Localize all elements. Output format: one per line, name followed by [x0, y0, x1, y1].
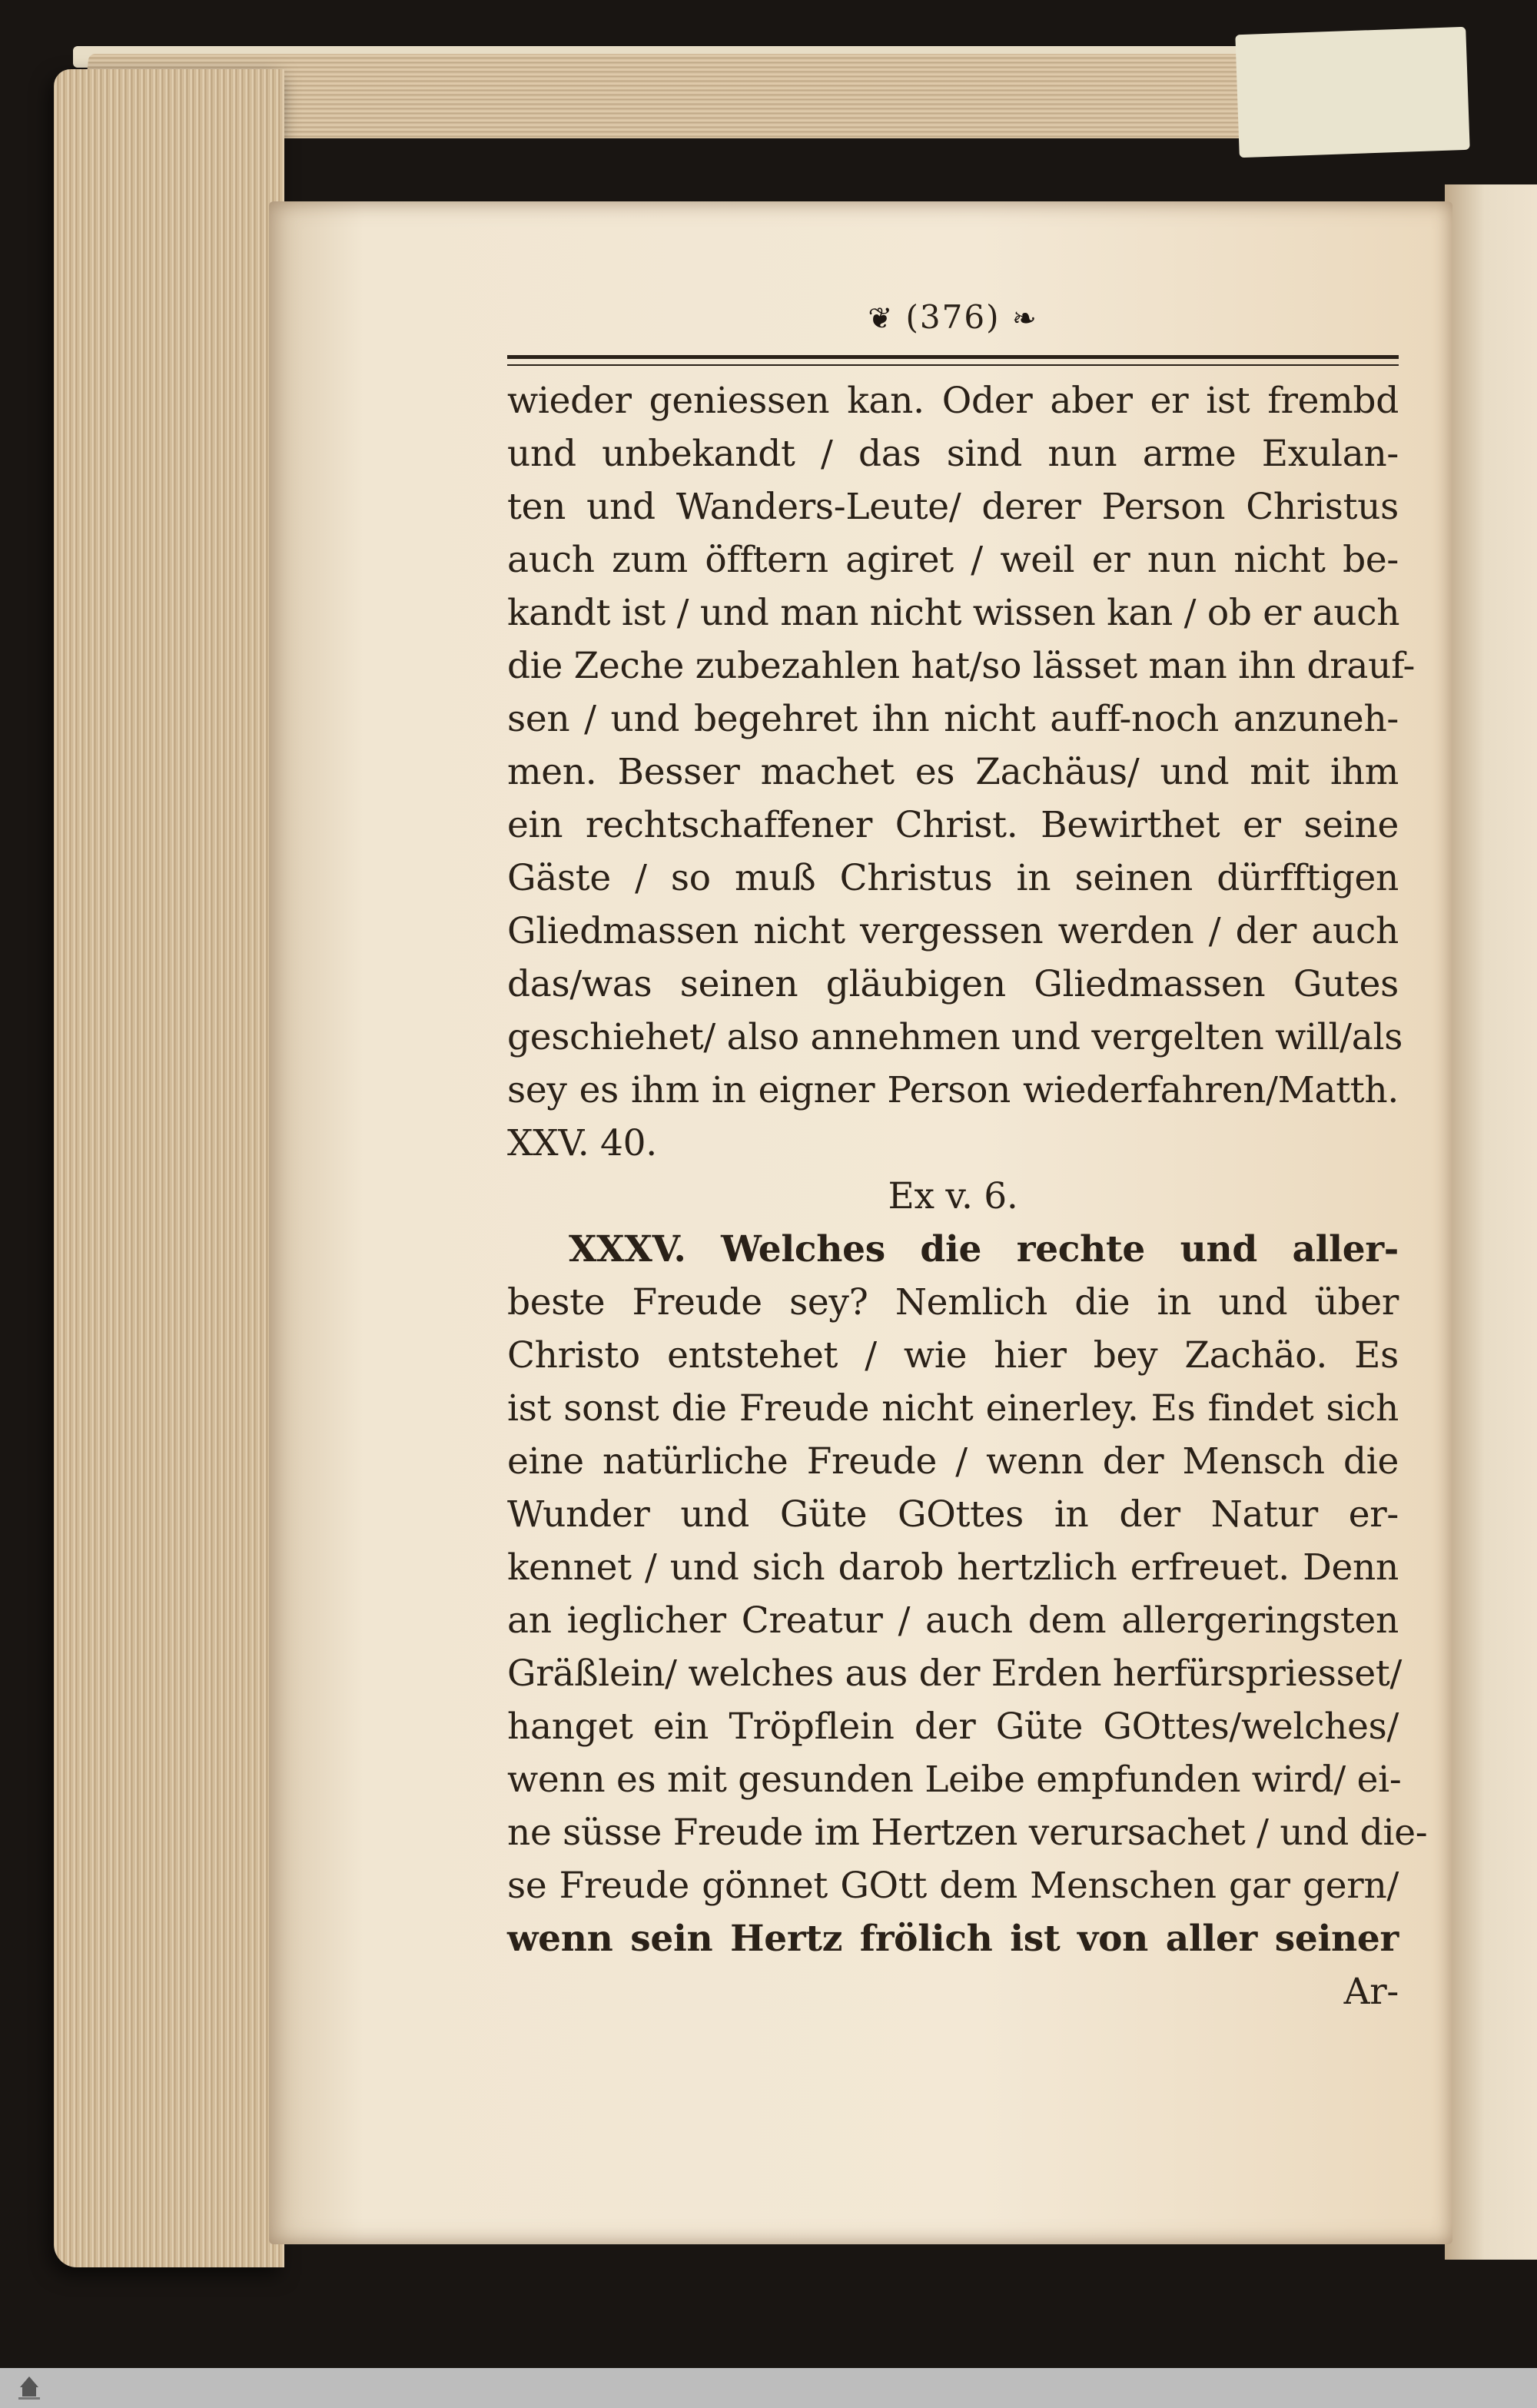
- ornament-left-icon: ❦: [868, 301, 895, 335]
- text-line: se Freude gönnet GOtt dem Menschen gar gern/: [507, 1865, 1399, 1907]
- text-line: wieder geniessen kan. Oder aber er ist frembd: [507, 380, 1399, 422]
- section-reference: Ex v. 6.: [888, 1175, 1018, 1217]
- text-line: beste Freude sey? Nemlich die in und über: [507, 1281, 1399, 1324]
- text-line: Christo entstehet / wie hier bey Zachäo. Es: [507, 1334, 1399, 1377]
- text-line: Wunder und Güte GOttes in der Natur er-: [507, 1493, 1399, 1536]
- page-number: (376): [905, 298, 1001, 336]
- text-line: das/was seinen gläubigen Gliedmassen Gutes: [507, 963, 1399, 1005]
- text-line: ist sonst die Freude nicht einerley. Es findet sich: [507, 1387, 1399, 1430]
- text-line: sen / und begehret ihn nicht auff-noch anzuneh-: [507, 698, 1399, 740]
- text-line: ein rechtschaffener Christ. Bewirthet er seine: [507, 804, 1399, 846]
- facing-page-edge: [1445, 184, 1537, 2260]
- text-line: die Zeche zubezahlen hat/so lässet man ihn drauf-: [507, 645, 1416, 687]
- text-line: und unbekandt / das sind nun arme Exulan-: [507, 433, 1399, 475]
- running-header: [507, 284, 1399, 357]
- header-rule-thin: [507, 364, 1399, 366]
- text-line: wenn es mit gesunden Leibe empfunden wird/ ei-: [507, 1759, 1402, 1801]
- page-block-fore-edge: [54, 69, 284, 2267]
- text-line: hanget ein Tröpflein der Güte GOttes/welches/: [507, 1706, 1399, 1748]
- text-line: wenn sein Hertz frölich ist von aller seiner: [507, 1918, 1399, 1960]
- ornament-right-icon: ❧: [1011, 301, 1038, 335]
- text-line: kandt ist / und man nicht wissen kan / ob er auch: [507, 592, 1400, 634]
- viewer-footer-bar: [0, 2368, 1537, 2408]
- text-line: eine natürliche Freude / wenn der Mensch die: [507, 1440, 1399, 1483]
- text-line: XXV. 40.: [507, 1122, 657, 1164]
- text-line: men. Besser machet es Zachäus/ und mit ihm: [507, 751, 1399, 793]
- spine-tab: [1235, 27, 1469, 158]
- text-line: geschiehet/ also annehmen und vergelten will/als: [507, 1016, 1403, 1058]
- text-line: an ieglicher Creatur / auch dem allergeringsten: [507, 1599, 1399, 1642]
- printed-text-block: [507, 284, 1428, 2018]
- header-rule: [507, 355, 1399, 359]
- text-line: Gliedmassen nicht vergessen werden / der auch: [507, 910, 1399, 952]
- text-line: Gräßlein/ welches aus der Erden herfürspriesset/: [507, 1652, 1403, 1695]
- text-line: sey es ihm in eigner Person wiederfahren/Matth.: [507, 1069, 1399, 1111]
- text-line: ne süsse Freude im Hertzen verursachet / und die-: [507, 1812, 1428, 1854]
- text-line: auch zum öfftern agiret / weil er nun nicht be-: [507, 539, 1399, 581]
- text-line: ten und Wanders-Leute/ derer Person Christus: [507, 486, 1399, 528]
- text-line: kennet / und sich darob hertzlich erfreuet. Denn: [507, 1546, 1399, 1589]
- library-logo-icon: [14, 2373, 45, 2403]
- section-heading: XXXV. Welches die rechte und aller-: [569, 1228, 1399, 1270]
- text-line: Gäste / so muß Christus in seinen dürfftigen: [507, 857, 1399, 899]
- catchword: Ar-: [1343, 1971, 1399, 2013]
